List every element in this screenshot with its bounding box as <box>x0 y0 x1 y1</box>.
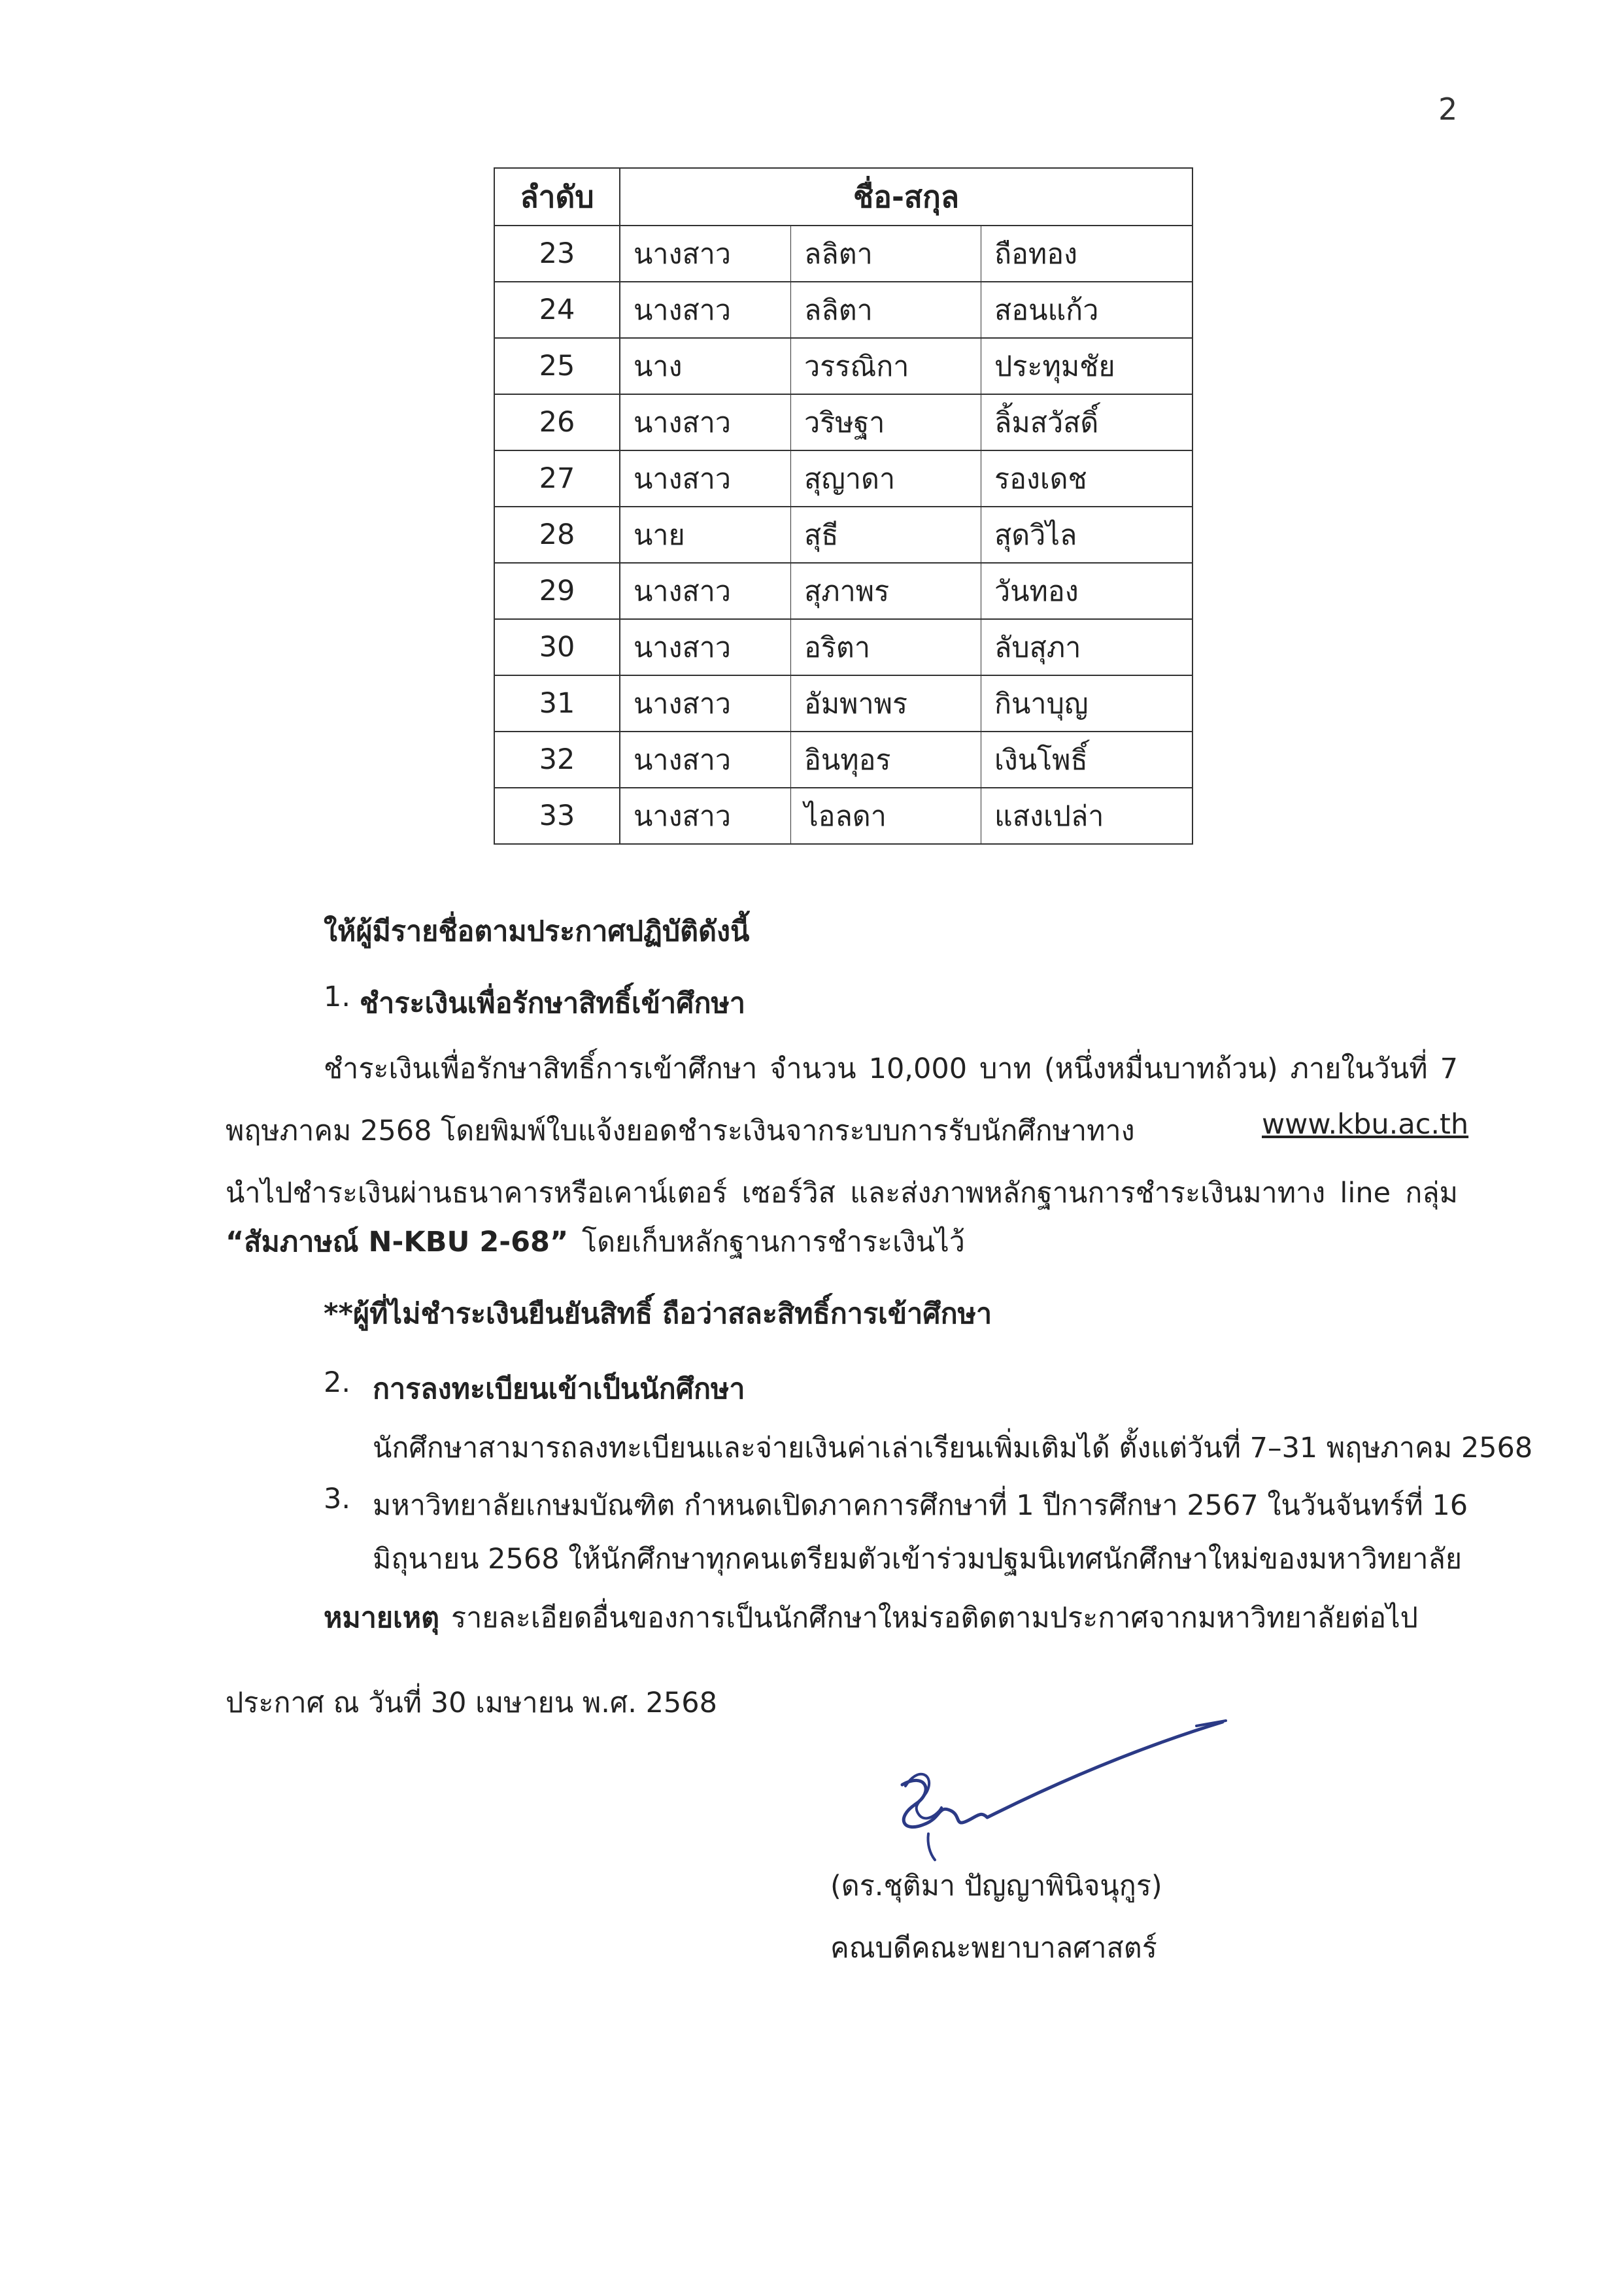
item1-number: 1. <box>324 981 351 1013</box>
row-number: 27 <box>494 450 620 507</box>
note-label: หมายเหตุ <box>324 1602 439 1634</box>
note-text: รายละเอียดอื่นของการเป็นนักศึกษาใหม่รอติดตามประกาศจากมหาวิทยาลัยต่อไป <box>451 1602 1418 1634</box>
item1-group-name: “สัมภาษณ์ N-KBU 2-68” <box>226 1226 569 1258</box>
row-last-name: ประทุมชัย <box>981 338 1193 394</box>
row-first-name: อริตา <box>791 619 981 675</box>
header-no: ลำดับ <box>494 168 620 226</box>
row-last-name: สุดวิไล <box>981 507 1193 563</box>
row-title: นางสาว <box>620 450 791 507</box>
row-title: นางสาว <box>620 563 791 619</box>
item3-line1: มหาวิทยาลัยเกษมบัณฑิต กำหนดเปิดภาคการศึกษาที่ 1 ปีการศึกษา 2567 ในวันจันทร์ที่ 16 <box>373 1489 1468 1522</box>
table-row <box>494 450 1193 507</box>
row-first-name: อัมพาพร <box>791 675 981 732</box>
table-body <box>494 226 1193 844</box>
table-row <box>494 732 1193 788</box>
row-last-name: วันทอง <box>981 563 1193 619</box>
row-last-name: เงินโพธิ์ <box>981 732 1193 788</box>
row-last-name: ถือทอง <box>981 226 1193 282</box>
item2-heading: การลงทะเบียนเข้าเป็นนักศึกษา <box>373 1373 745 1406</box>
table-row <box>494 788 1193 844</box>
row-title: นาย <box>620 507 791 563</box>
row-number: 32 <box>494 732 620 788</box>
item1-warning: **ผู้ที่ไม่ชำระเงินยืนยันสิทธิ์ ถือว่าสละสิทธิ์การเข้าศึกษา <box>324 1298 992 1330</box>
row-first-name: สุธี <box>791 507 981 563</box>
row-last-name: ลิ้มสวัสดิ์ <box>981 394 1193 450</box>
item3-number: 3. <box>324 1483 351 1515</box>
table-row <box>494 282 1193 338</box>
signature-image <box>889 1713 1242 1863</box>
row-last-name: สอนแก้ว <box>981 282 1193 338</box>
name-table <box>494 167 1193 845</box>
table-header-row <box>494 168 1193 226</box>
row-title: นางสาว <box>620 226 791 282</box>
row-first-name: วริษฐา <box>791 394 981 450</box>
row-title: นางสาว <box>620 282 791 338</box>
row-number: 24 <box>494 282 620 338</box>
item1-line2: พฤษภาคม 2568 โดยพิมพ์ใบแจ้งยอดชำระเงินจากระบบการรับนักศึกษาทาง <box>226 1115 1135 1147</box>
row-title: นางสาว <box>620 619 791 675</box>
row-first-name: ลลิตา <box>791 226 981 282</box>
row-last-name: รองเดช <box>981 450 1193 507</box>
item1-line3: นำไปชำระเงินผ่านธนาคารหรือเคาน์เตอร์ เซอร์วิส และส่งภาพหลักฐานการชำระเงินมาทาง line กลุ่ม <box>226 1177 1458 1209</box>
row-number: 23 <box>494 226 620 282</box>
instructions-heading: ให้ผู้มีรายชื่อตามประกาศปฏิบัติดังนี้ <box>324 915 750 948</box>
row-title: นางสาว <box>620 394 791 450</box>
row-number: 26 <box>494 394 620 450</box>
row-number: 33 <box>494 788 620 844</box>
row-last-name: กินาบุญ <box>981 675 1193 732</box>
row-first-name: วรรณิกา <box>791 338 981 394</box>
row-number: 30 <box>494 619 620 675</box>
row-number: 29 <box>494 563 620 619</box>
item1-line4: โดยเก็บหลักฐานการชำระเงินไว้ <box>582 1226 965 1258</box>
row-number: 25 <box>494 338 620 394</box>
table-row <box>494 394 1193 450</box>
row-first-name: สุภาพร <box>791 563 981 619</box>
row-first-name: อินทุอร <box>791 732 981 788</box>
table-row <box>494 563 1193 619</box>
signatory-position: คณบดีคณะพยาบาลศาสตร์ <box>830 1932 1157 1965</box>
item2-line1: นักศึกษาสามารถลงทะเบียนและจ่ายเงินค่าเล่าเรียนเพิ่มเติมได้ ตั้งแต่วันที่ 7–31 พฤษภาคม 2568 <box>373 1432 1533 1464</box>
announcement-date: ประกาศ ณ วันที่ 30 เมษายน พ.ศ. 2568 <box>226 1687 717 1719</box>
item1-heading: ชำระเงินเพื่อรักษาสิทธิ์เข้าศึกษา <box>360 987 745 1020</box>
table-row <box>494 507 1193 563</box>
row-number: 31 <box>494 675 620 732</box>
header-name: ชื่อ-สกุล <box>620 168 1193 226</box>
table-row <box>494 338 1193 394</box>
table-row <box>494 226 1193 282</box>
row-title: นางสาว <box>620 788 791 844</box>
signatory-name: (ดร.ชุติมา ปัญญาพินิจนุกูร) <box>830 1870 1162 1902</box>
row-last-name: ลับสุภา <box>981 619 1193 675</box>
row-title: นางสาว <box>620 675 791 732</box>
row-title: นาง <box>620 338 791 394</box>
item2-number: 2. <box>324 1366 351 1399</box>
item3-line2: มิถุนายน 2568 ให้นักศึกษาทุกคนเตรียมตัวเข้าร่วมปฐมนิเทศนักศึกษาใหม่ของมหาวิทยาลัย <box>373 1543 1463 1576</box>
row-title: นางสาว <box>620 732 791 788</box>
row-first-name: สุญาดา <box>791 450 981 507</box>
item1-line1: ชำระเงินเพื่อรักษาสิทธิ์การเข้าศึกษา จำนวน 10,000 บาท (หนึ่งหมื่นบาทถ้วน) ภายในวันที่ 7 <box>324 1053 1458 1085</box>
row-first-name: ลลิตา <box>791 282 981 338</box>
table-row <box>494 675 1193 732</box>
row-first-name: ไอลดา <box>791 788 981 844</box>
page-number: 2 <box>1438 92 1458 127</box>
kbu-website-link[interactable]: www.kbu.ac.th <box>1262 1108 1469 1141</box>
table-row <box>494 619 1193 675</box>
row-last-name: แสงเปล่า <box>981 788 1193 844</box>
row-number: 28 <box>494 507 620 563</box>
